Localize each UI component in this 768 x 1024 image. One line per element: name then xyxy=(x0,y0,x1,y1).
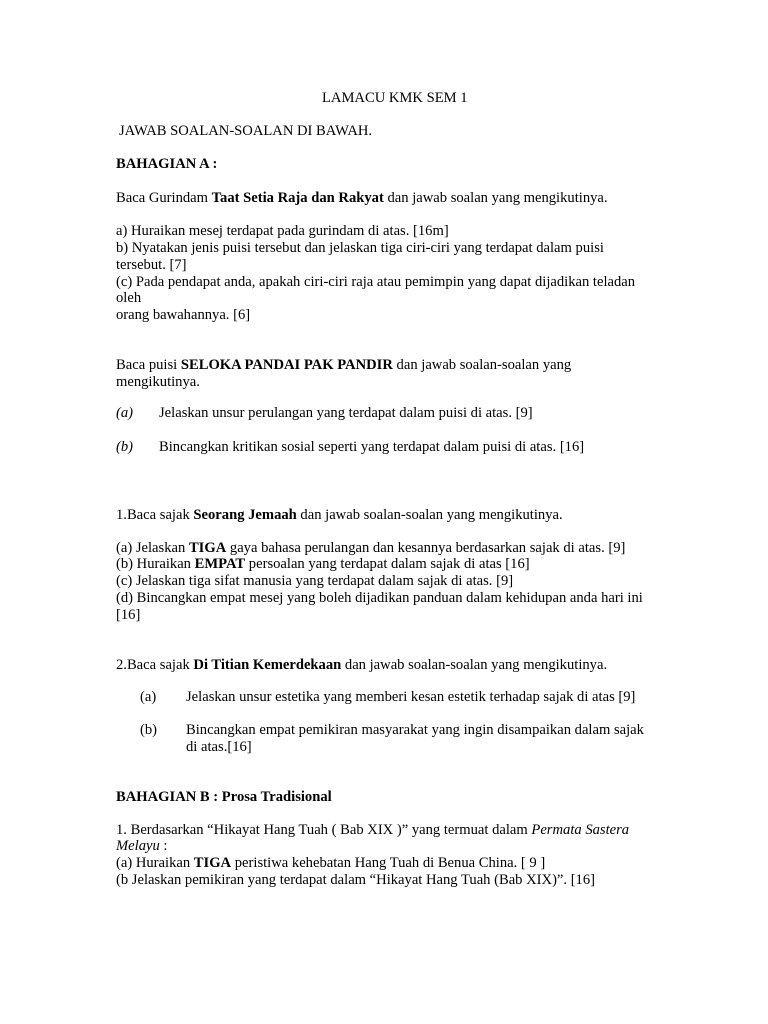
seloka-intro-pre: Baca puisi xyxy=(116,357,181,373)
gurindam-question-c-line1: (c) Pada pendapat anda, apakah ciri-ciri raja atau pemimpin yang dapat dijadikan teladan xyxy=(116,274,636,290)
prosa-book-title: Permata Sastera xyxy=(531,822,630,838)
seloka-question-a: Jelaskan unsur perulangan yang terdapat dalam puisi di atas. [9] xyxy=(159,405,533,421)
sajak2-title: Di Titian Kemerdekaan xyxy=(193,657,342,673)
seloka-intro-line2: mengikutinya. xyxy=(116,374,200,390)
prosa-book-title-cont: Melayu xyxy=(116,838,160,854)
section-b-heading: BAHAGIAN B : Prosa Tradisional xyxy=(116,789,332,805)
prosa-question-a-bold: TIGA xyxy=(193,855,232,871)
sajak1-question-b-bold: EMPAT xyxy=(194,556,246,572)
prosa-question-1-line2 xyxy=(116,838,167,855)
gurindam-question-a: a) Huraikan mesej terdapat pada gurindam di atas. [16m] xyxy=(116,223,449,239)
sajak1-question-a-bold: TIGA xyxy=(188,540,227,556)
gurindam-intro-pre: Baca Gurindam xyxy=(116,190,212,206)
gurindam-question-c-line2: oleh xyxy=(116,290,142,306)
gurindam-intro-post: dan jawab soalan yang mengikutinya. xyxy=(383,190,608,206)
sajak1-question-d-line1: (d) Bincangkan empat mesej yang boleh dijadikan panduan dalam kehidupan anda hari ini xyxy=(116,590,643,606)
seloka-question-b-label: (b) xyxy=(116,439,134,455)
gurindam-question-c-line3: orang bawahannya. [6] xyxy=(116,307,251,323)
sajak2-question-a-label: (a) xyxy=(140,689,157,705)
sajak1-question-b-pre: (b) Huraikan xyxy=(116,556,195,572)
sajak1-question-d-line2: [16] xyxy=(116,607,141,623)
sajak2-question-b-line1: Bincangkan empat pemikiran masyarakat yang ingin disampaikan dalam sajak xyxy=(186,722,644,738)
seloka-intro-post: dan jawab soalan-soalan yang xyxy=(392,357,572,373)
prosa-question-a xyxy=(116,855,545,872)
sajak1-title: Seorang Jemaah xyxy=(193,507,297,523)
sajak2-intro-post: dan jawab soalan-soalan yang mengikutinya. xyxy=(341,657,608,673)
section-a-heading: BAHAGIAN A : xyxy=(116,156,218,172)
sajak1-intro-post: dan jawab soalan-soalan yang mengikutinya. xyxy=(296,507,563,523)
prosa-question-1-line1 xyxy=(116,822,629,839)
gurindam-question-b-line1: b) Nyatakan jenis puisi tersebut dan jelaskan tiga ciri-ciri yang terdapat dalam puisi xyxy=(116,240,604,256)
prosa-question-a-pre: (a) Huraikan xyxy=(116,855,194,871)
seloka-question-b: Bincangkan kritikan sosial seperti yang terdapat dalam puisi di atas. [16] xyxy=(159,439,585,455)
sajak1-intro-pre: 1.Baca sajak xyxy=(116,507,194,523)
sajak2-intro-pre: 2.Baca sajak xyxy=(116,657,194,673)
sajak2-intro xyxy=(116,657,607,674)
gurindam-intro xyxy=(116,190,608,207)
sajak1-question-a-pre: (a) Jelaskan xyxy=(116,540,189,556)
sajak1-question-a xyxy=(116,540,625,557)
sajak1-question-c: (c) Jelaskan tiga sifat manusia yang terdapat dalam sajak di atas. [9] xyxy=(116,573,514,589)
sajak1-intro xyxy=(116,507,563,524)
seloka-title: SELOKA PANDAI PAK PANDIR xyxy=(180,357,393,373)
seloka-intro xyxy=(116,357,571,374)
sajak2-question-a: Jelaskan unsur estetika yang memberi kesan estetik terhadap sajak di atas [9] xyxy=(186,689,636,705)
prosa-question-1-pre: 1. Berdasarkan “Hikayat Hang Tuah ( Bab XIX )” yang termuat dalam xyxy=(116,822,532,838)
prosa-question-b: (b Jelaskan pemikiran yang terdapat dalam “Hikayat Hang Tuah (Bab XIX)”. [16] xyxy=(116,872,596,888)
gurindam-question-b-line2: tersebut. [7] xyxy=(116,257,187,273)
seloka-question-a-label: (a) xyxy=(116,405,134,421)
sajak1-question-b-post: persoalan yang terdapat dalam sajak di atas [16] xyxy=(245,556,530,572)
sajak1-question-b xyxy=(116,556,530,573)
doc-title: LAMACU KMK SEM 1 xyxy=(322,90,468,106)
sajak1-question-a-post: gaya bahasa perulangan dan kesannya berdasarkan sajak di atas. [9] xyxy=(226,540,626,556)
gurindam-title: Taat Setia Raja dan Rakyat xyxy=(211,190,384,206)
prosa-question-a-post: peristiwa kehebatan Hang Tuah di Benua China. [ 9 ] xyxy=(231,855,546,871)
sajak2-question-b-label: (b) xyxy=(140,722,158,738)
sajak2-question-b-line2: di atas.[16] xyxy=(186,739,252,755)
instruction: JAWAB SOALAN-SOALAN DI BAWAH. xyxy=(119,123,373,139)
prosa-question-1-post: : xyxy=(159,838,168,854)
